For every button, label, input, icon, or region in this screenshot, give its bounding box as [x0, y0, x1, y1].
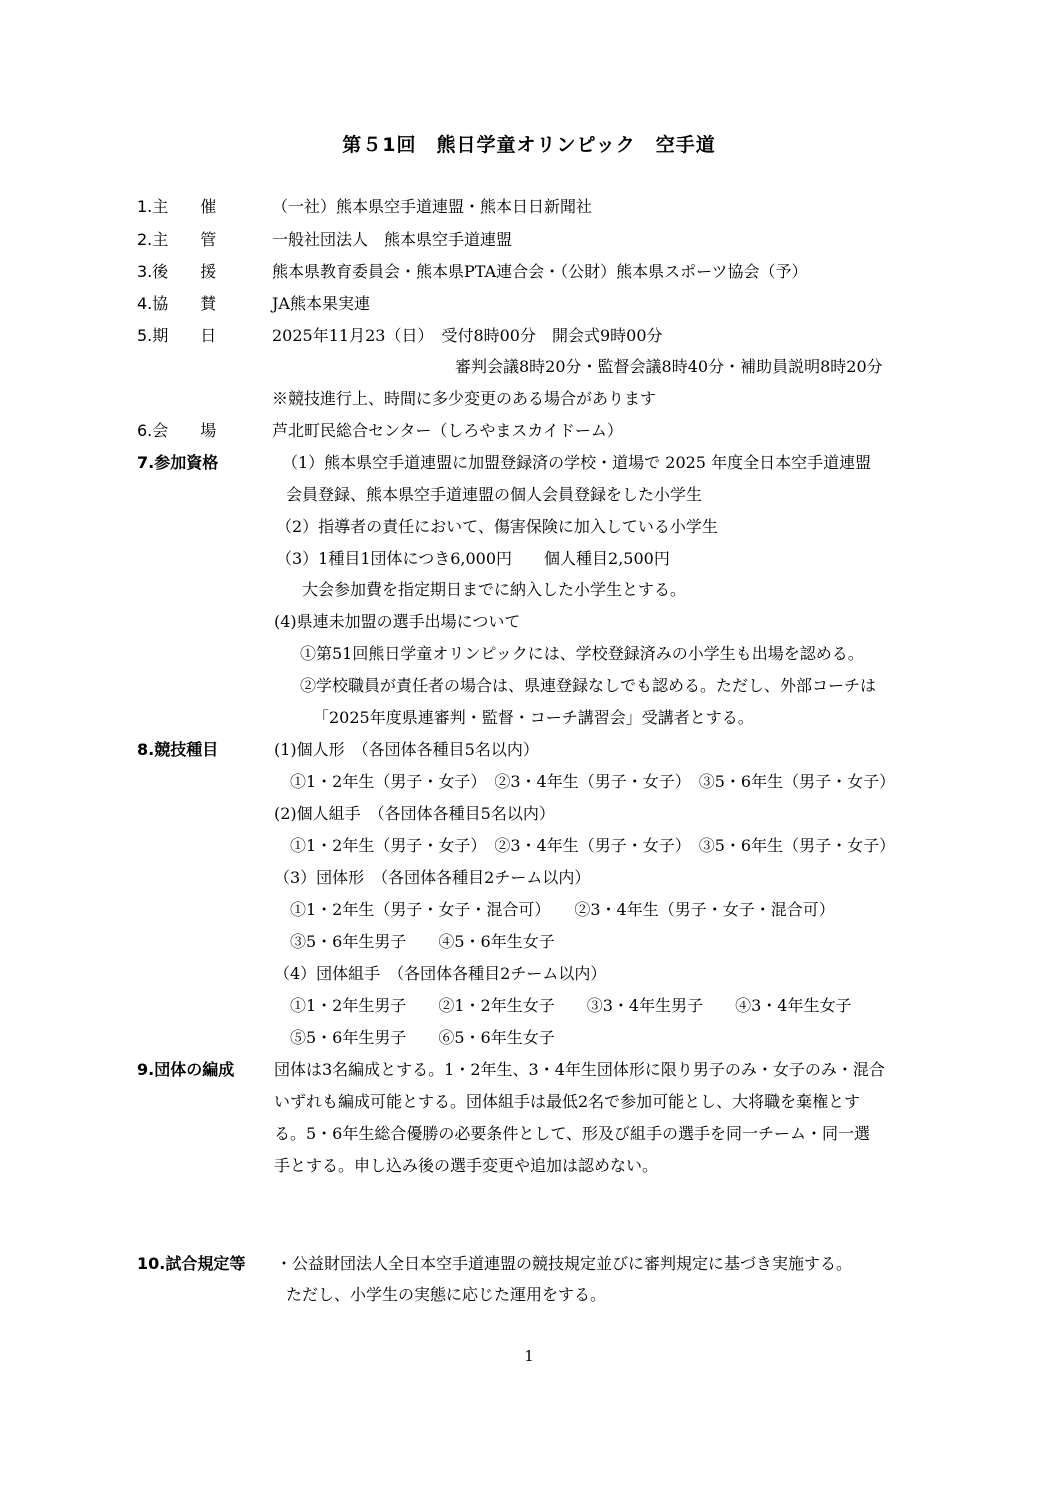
events-line-6: ①1・2年生（男子・女子・混合可） ②3・4年生（男子・女子・混合可）	[290, 900, 835, 919]
eligibility-line-4: （3）1種目1団体につき6,000円 個人種目2,500円	[276, 549, 670, 568]
date-line-1: 2025年11月23（日） 受付8時00分 開会式9時00分	[272, 326, 663, 345]
events-line-4: ①1・2年生（男子・女子） ②3・4年生（男子・女子） ③5・6年生（男子・女子）	[290, 836, 896, 855]
team-composition-line-4: 手とする。申し込み後の選手変更や追加は認めない。	[274, 1156, 659, 1175]
events-line-10: ⑤5・6年生男子 ⑥5・6年生女子	[290, 1028, 555, 1047]
eligibility-line-3: （2）指導者の責任において、傷害保険に加入している小学生	[276, 517, 718, 536]
date-line-3: ※競技進行上、時間に多少変更のある場合があります	[272, 389, 657, 408]
date-line-2: 審判会議8時20分・監督会議8時40分・補助員説明8時20分	[455, 357, 883, 376]
events-line-9: ①1・2年生男子 ②1・2年生女子 ③3・4年生男子 ④3・4年生女子	[290, 996, 852, 1015]
eligibility-line-2: 会員登録、熊本県空手道連盟の個人会員登録をした小学生	[286, 485, 703, 504]
events-line-1: (1)個人形 （各団体各種目5名以内）	[274, 740, 539, 759]
events-line-5: （3）団体形 （各団体各種目2チーム以内）	[274, 868, 591, 887]
section-label-sponsor: 4.協 賛	[137, 294, 217, 313]
organizer-text: （一社）熊本県空手道連盟・熊本日日新聞社	[272, 197, 593, 216]
eligibility-line-8: ②学校職員が責任者の場合は、県連登録なしでも認める。ただし、外部コーチは	[300, 676, 877, 695]
document-title: 第５1回 熊日学童オリンピック 空手道	[342, 134, 716, 156]
eligibility-line-6: (4)県連未加盟の選手出場について	[274, 612, 521, 631]
section-label-organizer: 1.主 催	[137, 197, 217, 216]
eligibility-line-1: （1）熊本県空手道連盟に加盟登録済の学校・道場で 2025 年度全日本空手道連盟	[282, 453, 872, 472]
team-composition-line-1: 団体は3名編成とする。1・2年生、3・4年生団体形に限り男子のみ・女子のみ・混合	[274, 1060, 885, 1079]
team-composition-line-3: る。5・6年生総合優勝の必要条件として、形及び組手の選手を同一チーム・同一選	[274, 1124, 871, 1143]
support-text: 熊本県教育委員会・熊本県PTA連合会・（公財）熊本県スポーツ協会（予）	[272, 262, 808, 281]
events-line-7: ③5・6年生男子 ④5・6年生女子	[290, 932, 555, 951]
section-label-date: 5.期 日	[137, 326, 217, 345]
events-line-3: (2)個人組手 （各団体各種目5名以内）	[274, 804, 555, 823]
events-line-2: ①1・2年生（男子・女子） ②3・4年生（男子・女子） ③5・6年生（男子・女子）	[290, 772, 896, 791]
section-label-venue: 6.会 場	[137, 421, 217, 440]
section-label-eligibility: 7.参加資格	[137, 453, 219, 472]
section-label-management: 2.主 管	[137, 230, 217, 249]
match-rules-line-2: ただし、小学生の実態に応じた運用をする。	[286, 1285, 607, 1304]
match-rules-line-1: ・公益財団法人全日本空手道連盟の競技規定並びに審判規定に基づき実施する。	[276, 1254, 853, 1273]
team-composition-line-2: いずれも編成可能とする。団体組手は最低2名で参加可能とし、大将職を棄権とす	[274, 1092, 861, 1111]
sponsor-text: JA熊本果実連	[272, 294, 370, 313]
eligibility-line-9: 「2025年度県連審判・監督・コーチ講習会」受講者とする。	[313, 708, 754, 727]
venue-text: 芦北町民総合センター（しろやまスカイドーム）	[272, 421, 623, 440]
eligibility-line-5: 大会参加費を指定期日までに納入した小学生とする。	[302, 580, 687, 599]
page-number: 1	[524, 1347, 534, 1365]
section-label-events: 8.競技種目	[137, 740, 219, 759]
section-label-support: 3.後 援	[137, 262, 217, 281]
events-line-8: （4）団体組手 （各団体各種目2チーム以内）	[274, 964, 607, 983]
section-label-match-rules: 10.試合規定等	[137, 1254, 246, 1273]
section-label-team-composition: 9.団体の編成	[137, 1060, 235, 1079]
management-text: 一般社団法人 熊本県空手道連盟	[272, 230, 513, 249]
eligibility-line-7: ①第51回熊日学童オリンピックには、学校登録済みの小学生も出場を認める。	[300, 644, 864, 663]
